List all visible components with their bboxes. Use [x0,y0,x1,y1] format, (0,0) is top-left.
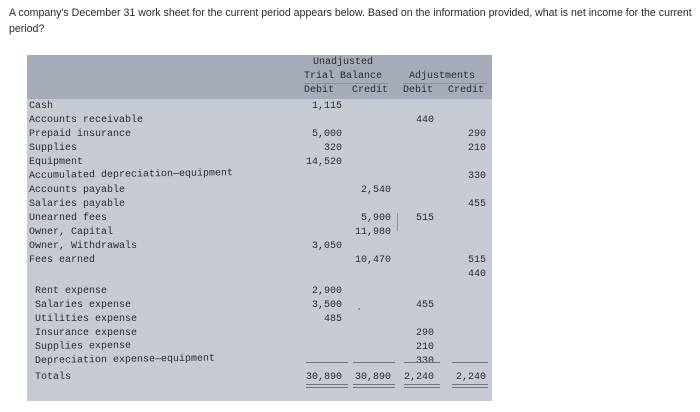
amount-tb-debit: 5,000 [311,129,342,140]
amount-tb-debit: 320 [323,143,342,154]
account-name: Supplies [29,143,78,154]
header-trial-balance: Trial Balance [304,71,383,82]
account-name: Supplies expense [34,340,132,353]
amount-adj-debit: 290 [415,328,434,339]
amount-adj-debit: 210 [415,342,434,353]
account-name: Rent expense [35,286,108,297]
account-name: Accumulated depreciation—equipment [28,168,234,182]
amount-tb-debit: 485 [323,314,342,325]
account-name: Totals [35,372,72,383]
work-sheet [27,55,492,401]
amount-adj-credit: 455 [467,199,486,210]
amount-adj-debit: 2,240 [403,372,434,383]
header-adj-debit: Debit [403,85,434,96]
underline-tb-debit [306,362,348,363]
amount-adj-credit: 440 [467,269,486,280]
amount-adj-credit: 2,240 [455,372,486,383]
account-name: Fees earned [29,255,96,266]
header-unadjusted: Unadjusted [313,57,374,68]
amount-adj-credit: 210 [467,143,486,154]
header-rule-trial-balance [304,83,388,84]
double-underline-adj-debit-2 [404,387,440,388]
header-adjustments: Adjustments [409,71,476,82]
account-name: Insurance expense [35,328,138,339]
account-name: Salaries expense [35,300,132,311]
header-tb-debit: Debit [304,85,335,96]
account-name: Equipment [29,157,84,168]
underline-tb-credit [353,362,395,363]
double-underline-tb-credit [353,384,395,385]
double-underline-tb-debit [306,384,348,385]
question-text: A company's December 31 work sheet for the current period appears below. Based on the information provided, what is net income for the current period? [9,7,692,35]
stray-mark [358,308,360,310]
amount-adj-debit: 455 [415,300,434,311]
amount-tb-debit: 2,900 [311,286,342,297]
amount-tb-credit: 5,900 [360,213,391,224]
amount-tb-debit: 3,500 [311,300,342,311]
amount-adj-debit: 515 [415,213,434,224]
amount-tb-credit: 11,980 [354,227,391,238]
amount-tb-debit: 1,115 [311,101,342,112]
amount-adj-credit: 330 [467,171,486,182]
amount-tb-credit: 10,470 [354,255,391,266]
underline-adj-debit [404,362,440,363]
header-rule-adjustments [403,83,487,84]
double-underline-adj-credit [452,384,488,385]
double-underline-tb-credit-2 [353,387,395,388]
amount-tb-debit: 3,050 [311,241,342,252]
underline-adj-credit [452,362,488,363]
account-name: Accounts receivable [29,115,144,126]
account-name: Salaries payable [29,199,126,210]
account-name: Prepaid insurance [29,129,132,140]
amount-tb-debit: 14,520 [305,157,342,168]
double-underline-tb-debit-2 [306,387,348,388]
header-adj-credit: Credit [448,85,485,96]
amount-tb-debit: 30,890 [305,372,342,383]
amount-adj-debit: 440 [415,115,434,126]
double-underline-adj-credit-2 [452,387,488,388]
account-name: Accounts payable [29,185,126,196]
header-tb-credit: Credit [352,85,389,96]
account-name: Owner, Capital [29,227,114,238]
amount-tb-credit: 2,540 [360,185,391,196]
account-name: Cash [29,101,54,112]
account-name: Depreciation expense—equipment [34,353,216,367]
amount-adj-credit: 515 [467,255,486,266]
account-name: Owner, Withdrawals [29,241,138,252]
amount-adj-credit: 290 [467,129,486,140]
column-divider [397,213,398,231]
account-name: Utilities expense [35,314,138,325]
account-name: Unearned fees [29,213,108,224]
double-underline-adj-debit [404,384,440,385]
amount-tb-credit: 30,890 [354,372,391,383]
